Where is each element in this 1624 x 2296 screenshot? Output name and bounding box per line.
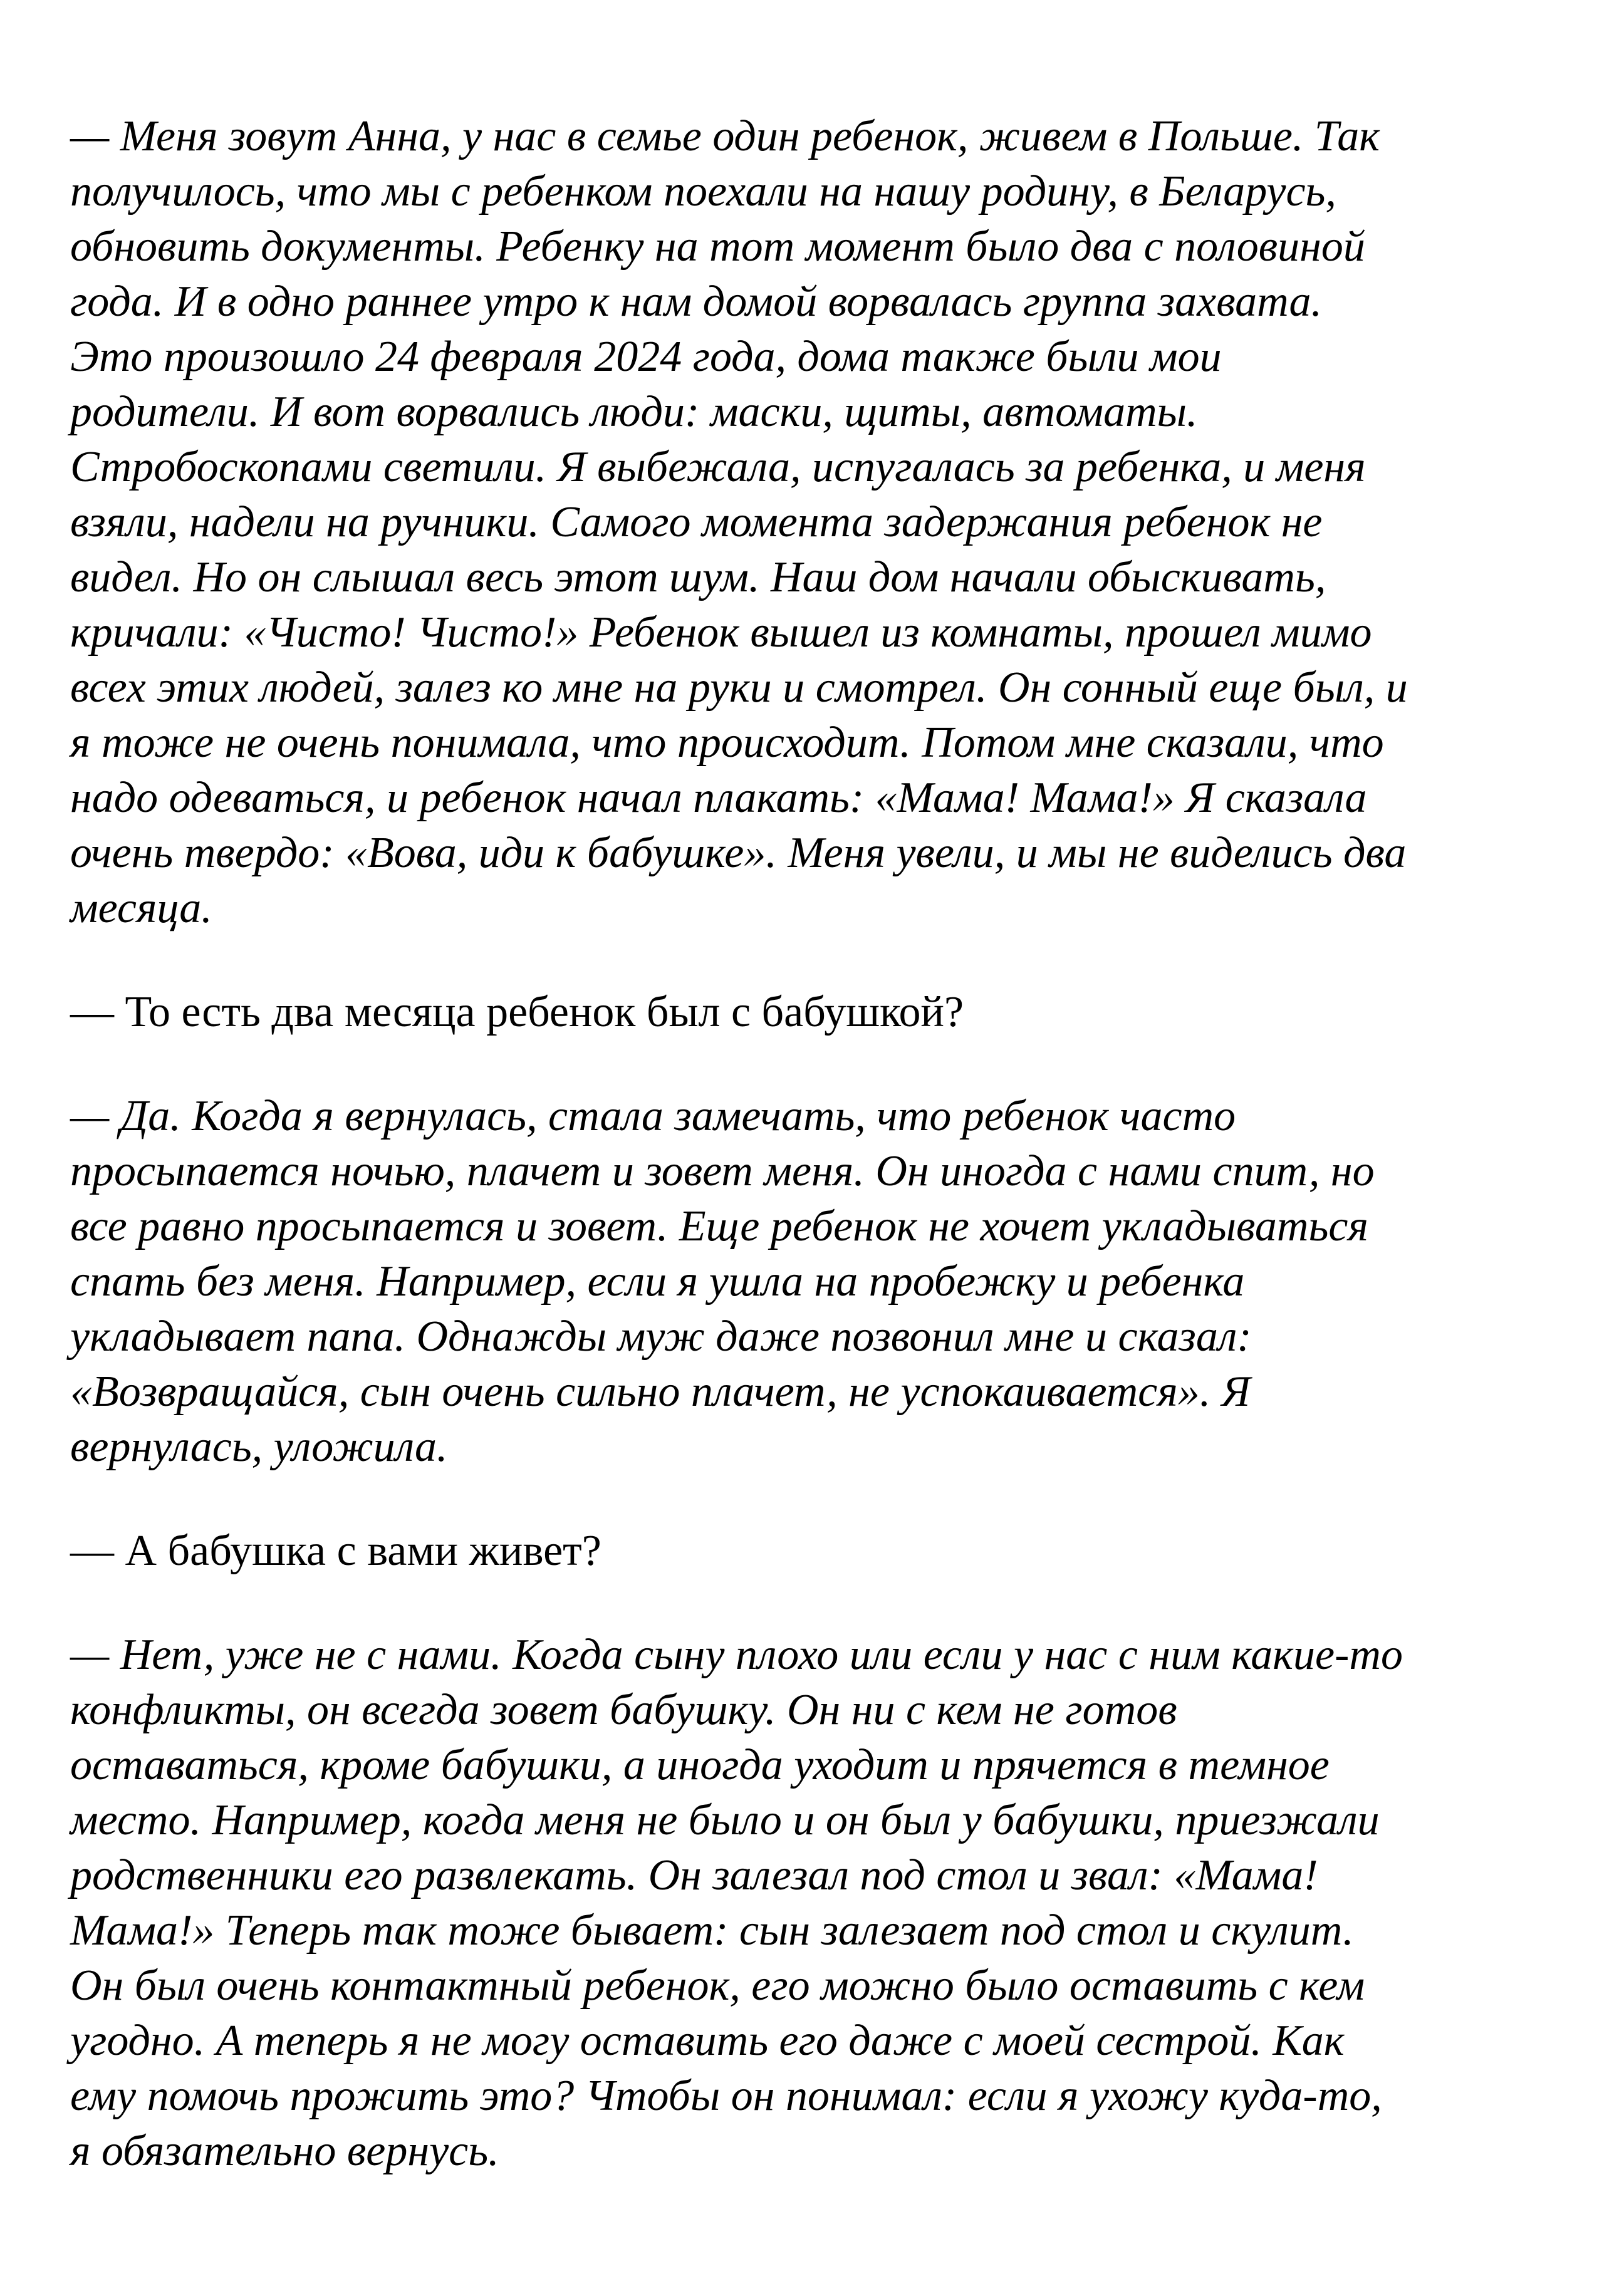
interview-question-paragraph — [70, 985, 1586, 1040]
text-line: все равно просыпается и зовет. Еще ребенок не хочет укладываться — [70, 1202, 1368, 1250]
text-line: укладывает папа. Однажды муж даже позвонил мне и сказал: — [70, 1312, 1252, 1361]
text-line: вернулась, уложила. — [70, 1423, 448, 1471]
text-line: очень твердо: «Вова, иди к бабушке». Меня увели, и мы не виделись два — [70, 829, 1407, 877]
text-line: обновить документы. Ребенку на тот момент было два с половиной — [70, 222, 1365, 271]
text-line: — А бабушка с вами живет? — [70, 1527, 601, 1575]
interview-answer-paragraph — [70, 1089, 1586, 1475]
text-line: конфликты, он всегда зовет бабушку. Он ни с кем не готов — [70, 1686, 1177, 1734]
text-line: угодно. А теперь я не могу оставить его даже с моей сестрой. Как — [70, 2017, 1345, 2065]
text-line: родители. И вот ворвались люди: маски, щиты, автоматы. — [70, 388, 1198, 436]
text-line: я тоже не очень понимала, что происходит. Потом мне сказали, что — [70, 719, 1384, 767]
text-line: — Да. Когда я вернулась, стала замечать, что ребенок часто — [70, 1092, 1236, 1140]
text-line: спать без меня. Например, если я ушла на пробежку и ребенка — [70, 1257, 1245, 1306]
text-line: надо одеваться, и ребенок начал плакать: «Мама! Мама!» Я сказала — [70, 774, 1367, 822]
text-line: месяца. — [70, 884, 212, 932]
text-line: получилось, что мы с ребенком поехали на нашу родину, в Беларусь, — [70, 167, 1336, 216]
text-line: Стробоскопами светили. Я выбежала, испугалась за ребенка, и меня — [70, 443, 1366, 491]
text-line: ему помочь прожить это? Чтобы он понимал: если я ухожу куда-то, — [70, 2072, 1382, 2120]
interview-question-paragraph — [70, 1524, 1586, 1579]
text-line: Это произошло 24 февраля 2024 года, дома также были мои — [70, 333, 1222, 381]
text-line: всех этих людей, залез ко мне на руки и смотрел. Он сонный еще был, и — [70, 663, 1408, 712]
text-line: — Меня зовут Анна, у нас в семье один ребенок, живем в Польше. Так — [70, 112, 1380, 160]
document-body — [70, 109, 1586, 2179]
text-line: оставаться, кроме бабушки, а иногда уходит и прячется в темное — [70, 1741, 1330, 1789]
text-line: взяли, надели на ручники. Самого момента задержания ребенок не — [70, 498, 1323, 546]
text-line: место. Например, когда меня не было и он был у бабушки, приезжали — [70, 1796, 1380, 1844]
text-line: кричали: «Чисто! Чисто!» Ребенок вышел из комнаты, прошел мимо — [70, 608, 1372, 657]
interview-answer-paragraph — [70, 1628, 1586, 2179]
text-line: — То есть два месяца ребенок был с бабушкой? — [70, 988, 964, 1036]
text-line: — Нет, уже не с нами. Когда сыну плохо или если у нас с ним какие-то — [70, 1631, 1403, 1679]
text-line: видел. Но он слышал весь этот шум. Наш дом начали обыскивать, — [70, 553, 1326, 601]
text-line: родственники его развлекать. Он залезал под стол и звал: «Мама! — [70, 1851, 1318, 1899]
text-line: просыпается ночью, плачет и зовет меня. Он иногда с нами спит, но — [70, 1147, 1375, 1195]
text-line: года. И в одно раннее утро к нам домой ворвалась группа захвата. — [70, 278, 1323, 326]
text-line: Мама!» Теперь так тоже бывает: сын залезает под стол и скулит. — [70, 1906, 1354, 1955]
text-line: «Возвращайся, сын очень сильно плачет, не успокаивается». Я — [70, 1368, 1251, 1416]
text-line: Он был очень контактный ребенок, его можно было оставить с кем — [70, 1961, 1365, 2010]
text-line: я обязательно вернусь. — [70, 2127, 499, 2175]
interview-answer-paragraph — [70, 109, 1586, 936]
